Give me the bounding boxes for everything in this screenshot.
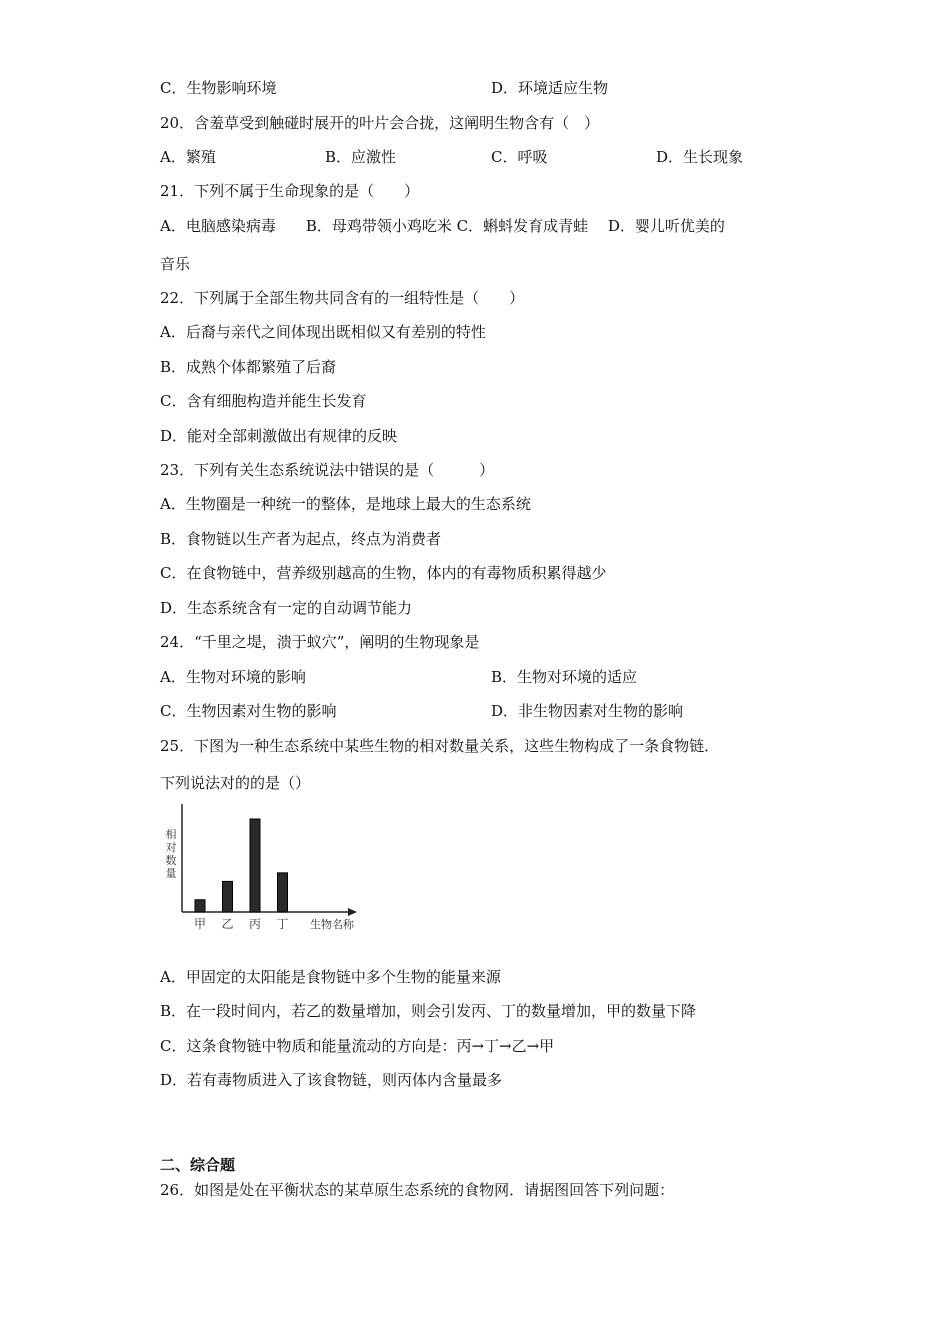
q25-option-b: B．在一段时间内，若乙的数量增加，则会引发丙、丁的数量增加，甲的数量下降	[160, 1002, 697, 1020]
q20-stem: 20．含羞草受到触碰时展开的叶片会合拢，这阐明生物含有（ ）	[160, 114, 600, 132]
q23-option-b: B．食物链以生产者为起点，终点为消费者	[160, 530, 442, 548]
bar-乙	[223, 881, 233, 912]
x-tick-label: 丙	[248, 917, 262, 931]
q22-option-a: A．后裔与亲代之间体现出既相似又有差别的特性	[160, 323, 486, 341]
bar-甲	[195, 900, 205, 912]
q20-option-b: B．应激性	[325, 148, 397, 166]
y-axis-label-char: 数	[165, 854, 177, 867]
relative-quantity-bar-chart	[160, 800, 370, 936]
q20-option-a: A．繁殖	[160, 148, 216, 166]
section-title: 二、综合题	[160, 1156, 236, 1174]
chart-bars	[195, 819, 288, 912]
q24-option-b: B．生物对环境的适应	[491, 668, 638, 686]
x-tick-label: 甲	[193, 917, 207, 931]
q19-option-d: D．环境适应生物	[491, 79, 609, 97]
q21-stem: 21．下列不属于生命现象的是（ ）	[160, 182, 420, 200]
q21-options: A．电脑感染病毒 B．母鸡带领小鸡吃米 C．蝌蚪发育成青蛙 D．婴儿听优美的	[160, 217, 725, 235]
q24-option-a: A．生物对环境的影响	[160, 668, 306, 686]
q23-option-d: D．生态系统含有一定的自动调节能力	[160, 599, 413, 617]
q25-option-a: A．甲固定的太阳能是食物链中多个生物的能量来源	[160, 968, 501, 986]
q25-option-c: C．这条食物链中物质和能量流动的方向是：丙→丁→乙→甲	[160, 1037, 555, 1055]
q23-option-c: C．在食物链中，营养级别越高的生物，体内的有毒物质积累得越少	[160, 564, 607, 582]
y-axis-label-char: 相	[165, 828, 177, 841]
q20-option-c: C．呼吸	[491, 148, 548, 166]
chart-axes	[182, 804, 357, 916]
bar-丙	[250, 819, 260, 912]
x-axis-arrow	[348, 908, 357, 916]
x-tick-label: 丁	[276, 917, 289, 931]
q21-options-continued: 音乐	[160, 255, 191, 273]
q25-stem-line2: 下列说法对的的是（）	[160, 774, 311, 792]
x-tick-label: 乙	[221, 917, 234, 931]
q19-option-c: C．生物影响环境	[160, 79, 277, 97]
q22-option-b: B．成熟个体都繁殖了后裔	[160, 358, 337, 376]
q22-option-d: D．能对全部刺激做出有规律的反映	[160, 427, 398, 445]
q22-option-c: C．含有细胞构造并能生长发育	[160, 392, 367, 410]
q24-option-c: C．生物因素对生物的影响	[160, 702, 337, 720]
x-axis-label: 生物名称	[310, 918, 354, 931]
q20-option-d: D．生长现象	[656, 148, 744, 166]
y-axis-label-char: 量	[165, 867, 177, 880]
q25-stem-line1: 25．下图为一种生态系统中某些生物的相对数量关系，这些生物构成了一条食物链．	[160, 737, 720, 755]
bar-丁	[278, 873, 288, 912]
q23-option-a: A．生物圈是一种统一的整体，是地球上最大的生态系统	[160, 495, 531, 513]
q26-stem: 26．如图是处在平衡状态的某草原生态系统的食物网．请据图回答下列问题：	[160, 1181, 675, 1199]
q22-stem: 22．下列属于全部生物共同含有的一组特性是（ ）	[160, 289, 525, 307]
q25-option-d: D．若有毒物质进入了该食物链，则丙体内含量最多	[160, 1071, 503, 1089]
q24-option-d: D．非生物因素对生物的影响	[491, 702, 684, 720]
q23-stem: 23．下列有关生态系统说法中错误的是（ ）	[160, 461, 495, 479]
q24-stem: 24．“千里之堤，溃于蚁穴”，阐明的生物现象是	[160, 633, 480, 651]
y-axis-label-char: 对	[165, 841, 177, 854]
